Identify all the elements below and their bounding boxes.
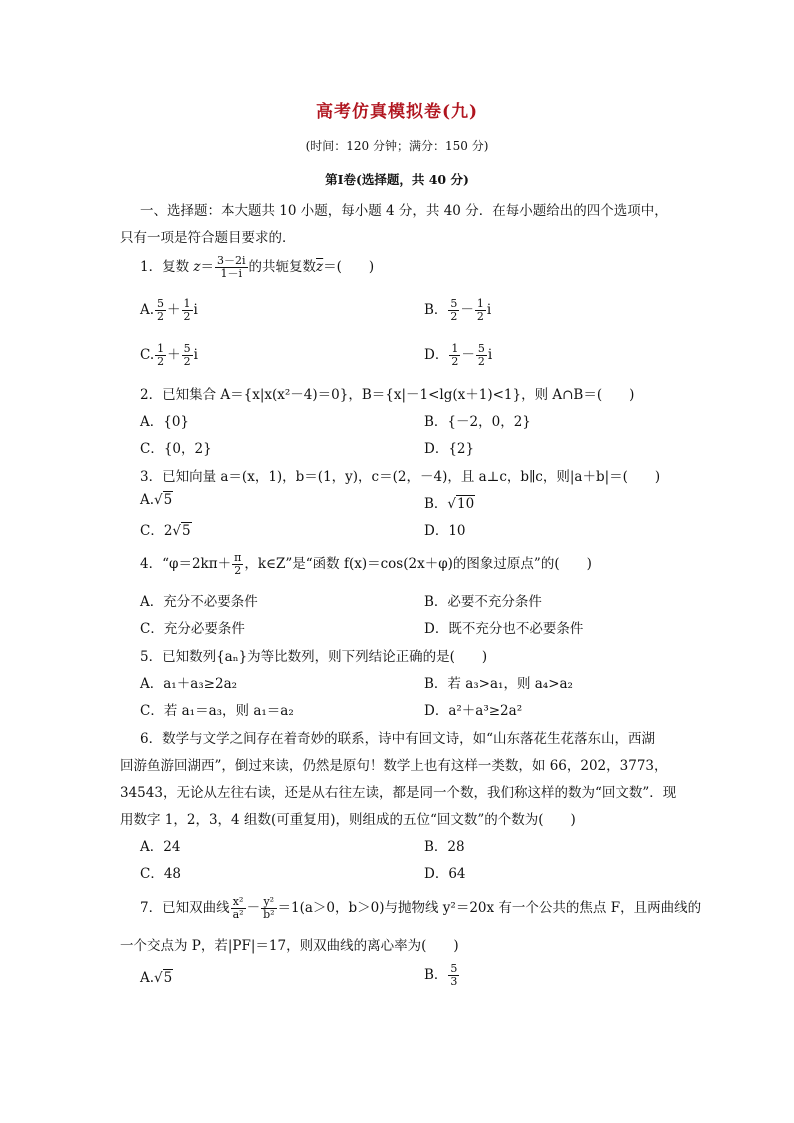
question-4: 4．“φ＝2kπ＋ $\frac{\pi}{2}$ ，k∈Z”是“函数 f(x)＝cos(2x＋φ)的图象过原点”的( ) — [140, 551, 592, 577]
q6-option-c[interactable]: C．48 — [140, 866, 182, 882]
q5-option-c[interactable]: C．若 a₁＝a₃，则 a₁＝a₂ — [140, 703, 294, 719]
question-5: 5．已知数列{aₙ}为等比数列，则下列结论正确的是( ) — [140, 649, 488, 665]
question-6-line-3: 34543，无论从左往右读，还是从右往左读，都是同一个数，我们称这样的数为“回文数”．现 — [120, 785, 677, 801]
time-info: (时间：120 分钟；满分：150 分) — [305, 139, 489, 153]
instructions-line-2: 只有一项是符合题目要求的． — [120, 230, 296, 246]
q7-option-b[interactable]: B． $\frac{5}{3}$ — [424, 962, 458, 988]
q3-option-a[interactable]: A.√5 — [140, 492, 173, 508]
question-6-line-4: 用数字 1，2，3，4 组数(可重复用)，则组成的五位“回文数”的个数为( ) — [120, 812, 576, 828]
q5-option-b[interactable]: B．若 a₃>a₁，则 a₄>a₂ — [424, 676, 573, 692]
q4-option-d[interactable]: D．既不充分也不必要条件 — [424, 621, 584, 637]
question-3: 3．已知向量 a＝(x，1)，b＝(1，y)，c＝(2，－4)，且 a⊥c，b∥c，则|a＋b|＝( ) — [140, 469, 661, 485]
question-6-line-1: 6．数学与文学之间存在着奇妙的联系，诗中有回文诗，如“山东落花生花落东山，西湖 — [140, 731, 655, 747]
q6-option-a[interactable]: A．24 — [140, 839, 181, 855]
q1-option-c[interactable]: C. $\frac{1}{2}$ ＋ $\frac{5}{2}$ i — [140, 342, 198, 368]
instructions-line-1: 一、选择题：本大题共 10 小题，每小题 4 分，共 40 分．在每小题给出的四个选项中， — [140, 203, 668, 219]
q4-option-c[interactable]: C．充分必要条件 — [140, 621, 245, 637]
q5-option-a[interactable]: A．a₁＋a₃≥2a₂ — [140, 676, 238, 692]
q4-option-a[interactable]: A．充分不必要条件 — [140, 594, 258, 610]
q2-option-b[interactable]: B．{－2，0，2} — [424, 414, 531, 430]
q2-option-c[interactable]: C．{0，2} — [140, 441, 212, 457]
q3-option-b[interactable]: B．√10 — [424, 496, 475, 512]
q1-option-d[interactable]: D． $\frac{1}{2}$ － $\frac{5}{2}$ i — [424, 342, 493, 368]
q7-option-a[interactable]: A.√5 — [140, 970, 173, 986]
q1-option-b[interactable]: B． $\frac{5}{2}$ － $\frac{1}{2}$ i — [424, 297, 492, 323]
question-7-line-2: 一个交点为 P，若|PF|＝17，则双曲线的离心率为( ) — [120, 938, 459, 954]
q3-option-d[interactable]: D．10 — [424, 523, 466, 539]
q2-option-a[interactable]: A．{0} — [140, 414, 190, 430]
q4-option-b[interactable]: B．必要不充分条件 — [424, 594, 542, 610]
q1-option-a[interactable]: A. $\frac{5}{2}$ ＋ $\frac{1}{2}$ i — [140, 297, 198, 323]
q6-option-d[interactable]: D．64 — [424, 866, 466, 882]
q3-option-c[interactable]: C．2√5 — [140, 523, 191, 539]
question-7: 7．已知双曲线 $\frac{\text{x²}}{\text{a²}}$ － $\frac{\text{y²}}{\text{b²}}$ ＝1(a＞0，b＞0)与抛物线 y²＝20x 有一个公共的焦点 F，且两曲线的 — [140, 895, 702, 921]
question-1: 1．复数 z＝ $\frac{3-2i}{1-i}$ 的共轭复数$\overline{z}=$( ) — [140, 254, 375, 280]
question-2: 2．已知集合 A＝{x|x(x²－4)＝0}，B＝{x|－1<lg(x＋1)<1}，则 A∩B＝( ) — [140, 387, 635, 403]
q5-option-d[interactable]: D．a²＋a³≥2a² — [424, 703, 523, 719]
page-title: 高考仿真模拟卷(九) — [315, 102, 479, 122]
question-6-line-2: 回游鱼游回湖西”，倒过来读，仍然是原句！数学上也有这样一类数，如 66，202，3773， — [120, 758, 668, 774]
q6-option-b[interactable]: B．28 — [424, 839, 465, 855]
q2-option-d[interactable]: D．{2} — [424, 441, 475, 457]
section-title: 第Ⅰ卷(选择题，共 40 分) — [325, 172, 469, 187]
